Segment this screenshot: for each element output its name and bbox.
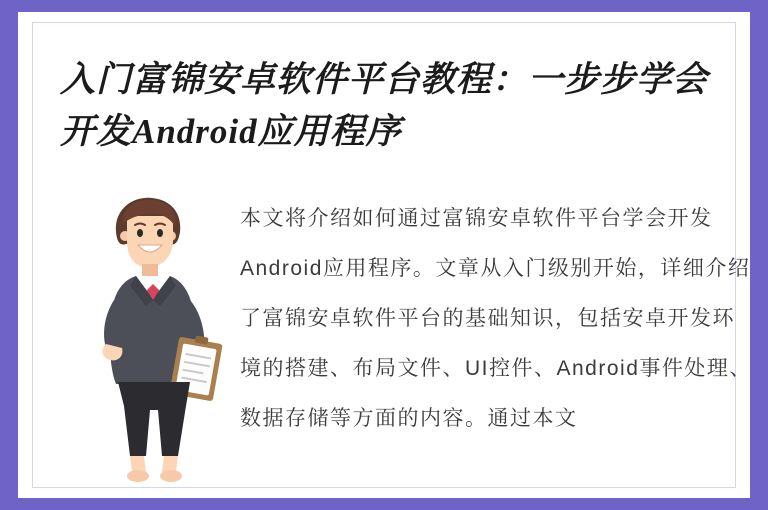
article-body: 本文将介绍如何通过富锦安卓软件平台学会开发Android应用程序。文章从入门级别开始，详细介绍了富锦安卓软件平台的基础知识，包括安卓开发环境的搭建、布局文件、UI控件、Android事件处理、数据存储等方面的内容。通过本文 [240, 207, 752, 430]
page-title: 入门富锦安卓软件平台教程：一步步学会开发Android应用程序 [60, 60, 709, 151]
businessman-with-clipboard-illustration [78, 188, 228, 488]
article-card [18, 12, 750, 498]
